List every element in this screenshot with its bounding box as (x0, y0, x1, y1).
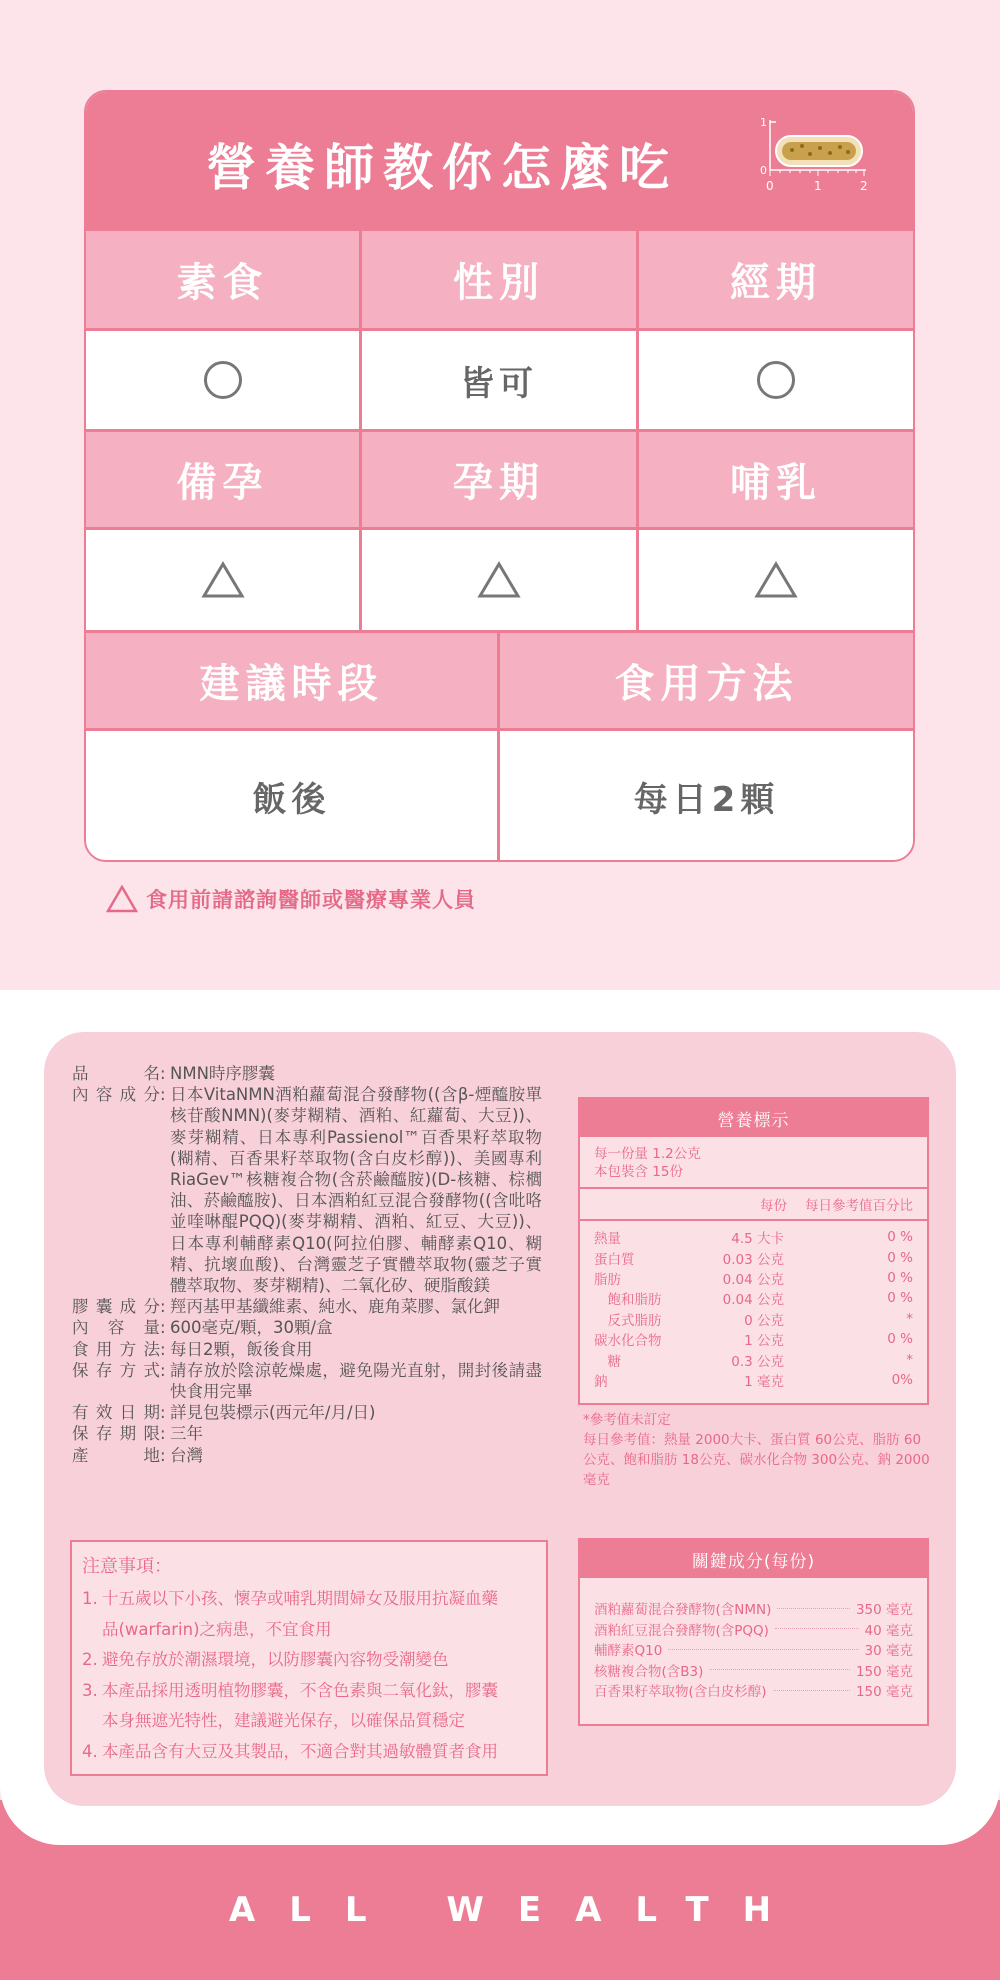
warning-text: 食用前請諮詢醫師或醫療專業人員 (146, 888, 476, 912)
nutrient-percent: 0 % (887, 1269, 913, 1286)
nutrient-amount: 0.03 公克 (722, 1251, 784, 1268)
label: 膠囊成分 (72, 1297, 160, 1317)
nutrition-row (594, 1227, 913, 1247)
reference-note (583, 1410, 933, 1490)
ingredient-name: 輔酵素Q10 (594, 1643, 663, 1660)
info-row-content: 內容成分 : 日本VitaNMN酒粕蘿蔔混合發酵物((含β-煙醯胺單核苷酸NMN)(麥芽糊精、酒粕、紅蘿蔔、大豆))、麥芽糊精、日本專利Passienol™百香果籽萃取物(糊精、百香果籽萃取物(含白皮杉醇))、美國專利RiaGev™核糖複合物(含菸鹼醯胺)(D-核糖、棕櫚油、菸鹼醯胺)、日本酒粕紅豆混合發酵物((含吡咯並喹啉醌PQQ)(麥芽糊精、酒粕、紅豆、大豆))、日本專利輔酵素Q10(阿拉伯膠、輔酵素Q10、糊精、抗壞血酸)、台灣靈芝子實體萃取物(靈芝子實體萃取物、麥芽糊精)、二氧化矽、硬脂酸鎂 (72, 1085, 542, 1296)
info-row-origin: 產地 : 台灣 (72, 1445, 542, 1466)
product-usage: 每日2顆，飯後食用 (170, 1339, 313, 1359)
nutrient-amount: 0 公克 (744, 1312, 784, 1329)
product-expiry: 詳見包裝標示(西元年/月/日) (170, 1403, 376, 1423)
scale-x-tick-0: 0 (766, 179, 774, 193)
nutrient-amount: 1 毫克 (744, 1373, 784, 1390)
label: 品名 (72, 1064, 160, 1083)
caution-item-2: 2. 避免存放於潮濕環境，以防膠囊內容物受潮變色 (82, 1650, 449, 1669)
label: 內容量 (72, 1318, 160, 1338)
serving-size: 每一份量 1.2公克 (594, 1146, 701, 1162)
ingredient-name: 百香果籽萃取物(含白皮杉醇) (594, 1684, 767, 1701)
brand-logo: ALL WEALTH (228, 1890, 806, 1930)
scale-x-tick-1: 1 (814, 179, 822, 193)
guide-header (86, 92, 913, 228)
triangle-icon (477, 561, 521, 599)
header-breastfeeding: 哺乳 (639, 432, 913, 527)
nutrient-name: 碳水化合物 (594, 1333, 662, 1350)
product-storage: 請存放於陰涼乾燥處，避免陽光直射，開封後請盡快食用完畢 (170, 1360, 542, 1402)
product-volume: 600毫克/顆，30顆/盒 (170, 1318, 333, 1338)
nutrient-percent: 0 % (887, 1229, 913, 1246)
value-method: 每日2顆 (500, 731, 913, 862)
key-title: 關鍵成分(每份) (580, 1540, 927, 1578)
row2-values (86, 530, 913, 630)
nutrition-facts (578, 1097, 929, 1405)
nutrient-amount: 0.3 公克 (731, 1353, 784, 1370)
leader-dots (709, 1669, 850, 1670)
col-per-serving: 每份 (760, 1198, 787, 1214)
nutrition-rows (580, 1221, 927, 1396)
circle-icon (204, 361, 242, 399)
product-capsule: 羥丙基甲基纖維素、純水、鹿角菜膠、氯化鉀 (170, 1297, 500, 1317)
header-period: 經期 (639, 231, 913, 328)
nutrition-columns (580, 1189, 927, 1221)
leader-dots (777, 1608, 850, 1609)
header-gender: 性別 (362, 231, 639, 328)
info-row-storage: 保存方式 : 請存放於陰涼乾燥處，避免陽光直射，開封後請盡快食用完畢 (72, 1360, 542, 1402)
nutrition-row (594, 1268, 913, 1288)
key-row (594, 1598, 913, 1619)
caution-box (70, 1540, 548, 1776)
key-row (594, 1660, 913, 1681)
nutrient-percent: 0 % (887, 1331, 913, 1348)
nutrition-row (594, 1247, 913, 1267)
ingredient-amount: 350 毫克 (855, 1602, 913, 1619)
nutrient-name: 鈉 (594, 1373, 608, 1390)
triangle-icon (201, 561, 245, 599)
ingredient-amount: 150 毫克 (855, 1663, 913, 1680)
nutrient-percent: 0 % (887, 1249, 913, 1266)
nutrient-percent: * (906, 1351, 913, 1368)
leader-dots (668, 1649, 858, 1650)
guide-card (84, 90, 915, 862)
nutrition-row (594, 1329, 913, 1349)
nutrient-percent: 0% (891, 1371, 913, 1388)
key-rows (580, 1578, 927, 1701)
ingredient-amount: 150 毫克 (855, 1684, 913, 1701)
header-pre-pregnancy: 備孕 (86, 432, 362, 527)
value-pre-pregnancy (86, 530, 362, 630)
nutrition-row (594, 1288, 913, 1308)
info-row-name: 品名 : NMN時序膠囊 (72, 1063, 542, 1084)
label: 保存方式 (72, 1360, 160, 1380)
caution-item-3: 3. 本產品採用透明植物膠囊，不含色素與二氧化鈦，膠囊 本身無遮光特性，建議避光保存，以確保品質穩定 (82, 1680, 498, 1730)
nutrition-row (594, 1309, 913, 1329)
guide-title: 營養師教你怎麼吃 (206, 139, 678, 197)
nutrient-amount: 1 公克 (744, 1333, 784, 1350)
header-method: 食用方法 (500, 633, 913, 728)
label: 食用方法 (72, 1339, 160, 1359)
ingredient-amount: 30 毫克 (864, 1643, 913, 1660)
nutrient-percent: * (906, 1310, 913, 1327)
product-origin: 台灣 (170, 1445, 203, 1465)
caution-title: 注意事項： (82, 1556, 172, 1577)
info-row-usage: 食用方法 : 每日2顆，飯後食用 (72, 1339, 542, 1360)
nutrition-serving (580, 1137, 927, 1189)
value-gender: 皆可 (362, 331, 639, 429)
leader-dots (775, 1628, 859, 1629)
nutrient-amount: 0.04 公克 (722, 1292, 784, 1309)
product-info (72, 1063, 542, 1466)
product-shelf: 三年 (170, 1424, 203, 1444)
value-pregnancy (362, 530, 639, 630)
row1-header (86, 228, 913, 331)
header-vegetarian: 素食 (86, 231, 362, 328)
nutrient-name: 脂肪 (594, 1271, 621, 1288)
capsule-size-icon (746, 110, 886, 218)
nutrition-title: 營養標示 (580, 1099, 927, 1137)
key-ingredients (578, 1538, 929, 1726)
note-daily-values: 每日參考值：熱量 2000大卡、蛋白質 60公克、脂肪 60公克、飽和脂肪 18公克、碳水化合物 300公克、鈉 2000毫克 (583, 1432, 930, 1488)
info-row-capsule: 膠囊成分 : 羥丙基甲基纖維素、純水、鹿角菜膠、氯化鉀 (72, 1296, 542, 1317)
label: 產地 (72, 1445, 160, 1465)
nutrient-name: 反式脂肪 (594, 1312, 662, 1329)
value-breastfeeding (639, 530, 913, 630)
info-row-shelf: 保存期限 : 三年 (72, 1423, 542, 1444)
nutrient-name: 蛋白質 (594, 1251, 635, 1268)
ingredient-name: 酒粕蘿蔔混合發酵物(含NMN) (594, 1602, 772, 1619)
leader-dots (773, 1690, 850, 1691)
nutrient-name: 飽和脂肪 (594, 1292, 662, 1309)
nutrient-percent: 0 % (887, 1290, 913, 1307)
label: 內容成分 (72, 1085, 160, 1105)
scale-y-tick-1: 1 (760, 116, 767, 129)
circle-icon (757, 361, 795, 399)
value-period (639, 331, 913, 429)
caution-item-4: 4. 本產品含有大豆及其製品，不適合對其過敏體質者食用 (82, 1741, 498, 1761)
key-row (594, 1619, 913, 1640)
row3-header (86, 630, 913, 731)
value-timing: 飯後 (86, 731, 500, 862)
info-row-expiry: 有效日期 : 詳見包裝標示(西元年/月/日) (72, 1402, 542, 1423)
col-daily-value: 每日參考值百分比 (805, 1198, 913, 1214)
warning-triangle-icon (106, 885, 138, 913)
header-pregnancy: 孕期 (362, 432, 639, 527)
product-name: NMN時序膠囊 (170, 1064, 275, 1083)
servings-count: 本包裝含 15份 (594, 1164, 683, 1180)
label: 有效日期 (72, 1403, 160, 1423)
nutrition-row (594, 1370, 913, 1390)
consult-warning (106, 884, 476, 914)
row1-values (86, 331, 913, 429)
row3-values (86, 731, 913, 862)
info-row-volume: 內容量 : 600毫克/顆，30顆/盒 (72, 1317, 542, 1338)
nutrient-name: 熱量 (594, 1231, 621, 1248)
note-not-set: *參考值未訂定 (583, 1412, 671, 1428)
key-row (594, 1680, 913, 1701)
ingredient-name: 酒粕紅豆混合發酵物(含PQQ) (594, 1622, 769, 1639)
nutrient-amount: 4.5 大卡 (731, 1231, 784, 1248)
key-row (594, 1639, 913, 1660)
header-timing: 建議時段 (86, 633, 500, 728)
row2-header (86, 429, 913, 530)
caution-item-1: 1. 十五歲以下小孩、懷孕或哺乳期間婦女及服用抗凝血藥 品(warfarin)之病患，不宜食用 (82, 1589, 498, 1639)
ingredient-amount: 40 毫克 (864, 1622, 913, 1639)
product-content: 日本VitaNMN酒粕蘿蔔混合發酵物((含β-煙醯胺單核苷酸NMN)(麥芽糊精、酒粕、紅蘿蔔、大豆))、麥芽糊精、日本專利Passienol™百香果籽萃取物(糊精、百香果籽萃取物(含白皮杉醇))、美國專利RiaGev™核糖複合物(含菸鹼醯胺)(D-核糖、棕櫚油、菸鹼醯胺)、日本酒粕紅豆混合發酵物((含吡咯並喹啉醌PQQ)(麥芽糊精、酒粕、紅豆、大豆))、日本專利輔酵素Q10(阿拉伯膠、輔酵素Q10、糊精、抗壞血酸)、台灣靈芝子實體萃取物(靈芝子實體萃取物、麥芽糊精)、二氧化矽、硬脂酸鎂 (170, 1085, 542, 1296)
nutrient-amount: 0.04 公克 (722, 1271, 784, 1288)
nutrient-name: 糖 (594, 1353, 621, 1370)
ingredient-name: 核糖複合物(含B3) (594, 1663, 704, 1680)
scale-x-tick-2: 2 (860, 179, 868, 193)
value-vegetarian (86, 331, 362, 429)
label: 保存期限 (72, 1424, 160, 1444)
scale-y-tick-0: 0 (760, 164, 767, 177)
nutrition-row (594, 1349, 913, 1369)
triangle-icon (754, 561, 798, 599)
